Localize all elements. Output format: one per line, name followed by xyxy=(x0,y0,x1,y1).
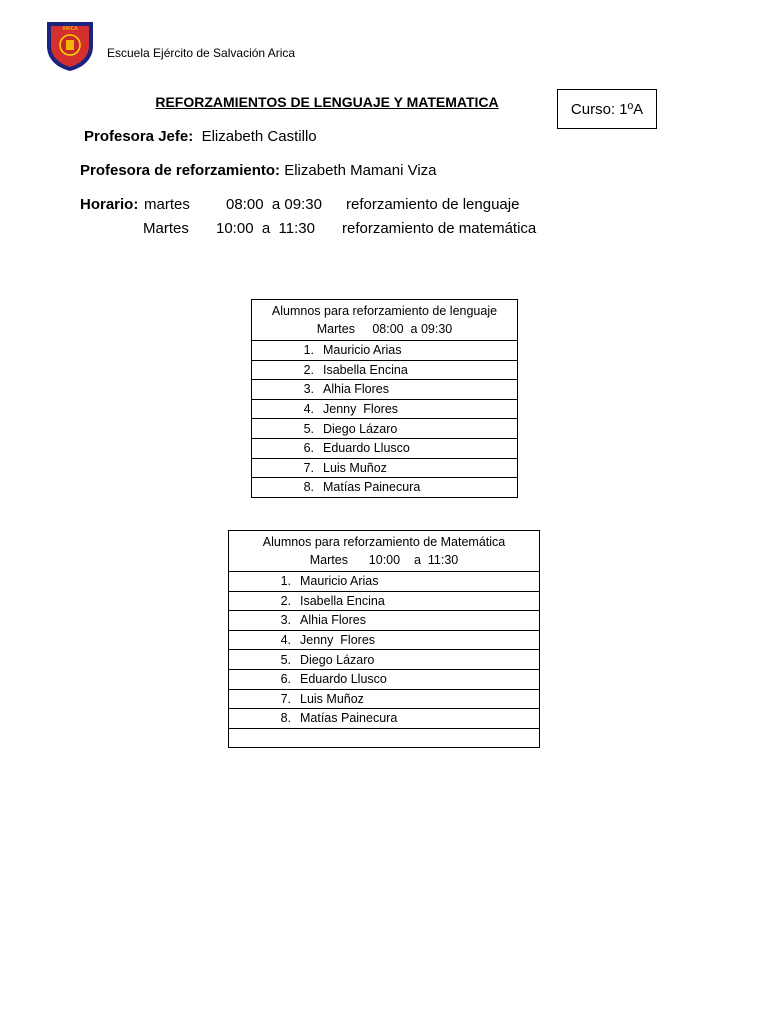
student-name: Isabella Encina xyxy=(300,593,385,608)
list-item-number: 2. xyxy=(303,362,314,377)
table-row xyxy=(229,591,540,611)
list-item xyxy=(229,594,539,608)
table-row xyxy=(229,669,540,689)
list-item-number: 4. xyxy=(303,402,314,417)
horario-row1-subject: reforzamiento de lenguaje xyxy=(346,196,520,213)
list-item xyxy=(252,343,517,357)
list-item-number: 7. xyxy=(280,691,291,706)
table-row xyxy=(252,399,518,419)
student-name: Luis Muñoz xyxy=(300,691,364,706)
list-item xyxy=(252,363,517,377)
list-item xyxy=(252,461,517,475)
list-item-number: 3. xyxy=(280,613,291,628)
student-name: Eduardo Llusco xyxy=(300,672,387,687)
table-row xyxy=(252,438,518,458)
list-item xyxy=(229,672,539,686)
table-row xyxy=(252,419,518,439)
matematica-table xyxy=(228,530,540,748)
list-item xyxy=(252,382,517,396)
list-item-number: 6. xyxy=(280,672,291,687)
horario-row1-time: 08:00 a 09:30 xyxy=(226,196,322,213)
profesora-refuerzo-line xyxy=(80,162,437,179)
horario-row1-day: martes xyxy=(144,196,190,213)
page-title: REFORZAMIENTOS DE LENGUAJE Y MATEMATICA xyxy=(155,94,499,110)
school-logo xyxy=(44,18,96,72)
school-name: Escuela Ejército de Salvación Arica xyxy=(107,46,296,60)
table-row xyxy=(229,689,540,709)
table-row xyxy=(229,611,540,631)
table-row xyxy=(252,341,518,361)
student-name: Luis Muñoz xyxy=(323,460,387,475)
list-item-number: 1. xyxy=(280,574,291,589)
jefe-label: Profesora Jefe: xyxy=(84,128,194,145)
list-item-number: 1. xyxy=(303,343,314,358)
list-item-number: 8. xyxy=(303,480,314,495)
student-name: Jenny Flores xyxy=(300,633,376,648)
horario-label: Horario: xyxy=(80,196,139,213)
student-name: Diego Lázaro xyxy=(323,421,398,436)
lenguaje-table-title: Alumnos para reforzamiento de lenguaje xyxy=(271,304,498,318)
lenguaje-table-time: Martes 08:00 a 09:30 xyxy=(316,322,453,336)
list-item-number: 6. xyxy=(303,441,314,456)
list-item-number: 2. xyxy=(280,593,291,608)
list-item xyxy=(252,480,517,494)
table-row xyxy=(229,709,540,729)
list-item xyxy=(229,574,539,588)
horario-row2-subject: reforzamiento de matemática xyxy=(342,220,537,237)
list-item xyxy=(229,613,539,627)
list-item xyxy=(252,441,517,455)
list-item xyxy=(252,402,517,416)
table-row xyxy=(252,360,518,380)
table-row xyxy=(252,380,518,400)
curso-box: Curso: 1ºA xyxy=(557,89,657,129)
table-row xyxy=(229,572,540,592)
matematica-table-title: Alumnos para reforzamiento de Matemática xyxy=(262,535,506,549)
table-row xyxy=(229,630,540,650)
student-name: Mauricio Arias xyxy=(323,343,402,358)
student-name: Isabella Encina xyxy=(323,362,408,377)
student-name: Alhia Flores xyxy=(300,613,366,628)
student-name: Alhia Flores xyxy=(323,382,389,397)
empty-row xyxy=(229,728,540,748)
horario-row2-time: 10:00 a 11:30 xyxy=(216,220,315,237)
list-item-number: 8. xyxy=(280,711,291,726)
student-name: Eduardo Llusco xyxy=(323,441,410,456)
list-item xyxy=(252,422,517,436)
list-item xyxy=(229,711,539,725)
refuerzo-name: Elizabeth Mamani Viza xyxy=(284,162,437,179)
student-name: Matías Painecura xyxy=(300,711,398,726)
svg-text:ARICA: ARICA xyxy=(62,26,78,32)
student-name: Diego Lázaro xyxy=(300,652,375,667)
list-item-number: 3. xyxy=(303,382,314,397)
horario-row2-day: Martes xyxy=(143,220,189,237)
lenguaje-table-header xyxy=(252,300,518,341)
table-row xyxy=(229,650,540,670)
list-item xyxy=(229,653,539,667)
lenguaje-table xyxy=(251,299,518,498)
jefe-name: Elizabeth Castillo xyxy=(201,128,317,145)
list-item xyxy=(229,633,539,647)
matematica-table-header xyxy=(229,531,540,572)
student-name: Matías Painecura xyxy=(323,480,421,495)
matematica-table-time: Martes 10:00 a 11:30 xyxy=(309,553,459,567)
list-item-number: 7. xyxy=(303,460,314,475)
list-item-number: 5. xyxy=(303,421,314,436)
table-row xyxy=(252,458,518,478)
student-name: Jenny Flores xyxy=(323,402,399,417)
refuerzo-label: Profesora de reforzamiento: xyxy=(80,162,281,179)
student-name: Mauricio Arias xyxy=(300,574,379,589)
list-item-number: 5. xyxy=(280,652,291,667)
table-row xyxy=(252,478,518,498)
profesora-jefe-line xyxy=(84,128,317,145)
list-item-number: 4. xyxy=(280,633,291,648)
list-item xyxy=(229,692,539,706)
